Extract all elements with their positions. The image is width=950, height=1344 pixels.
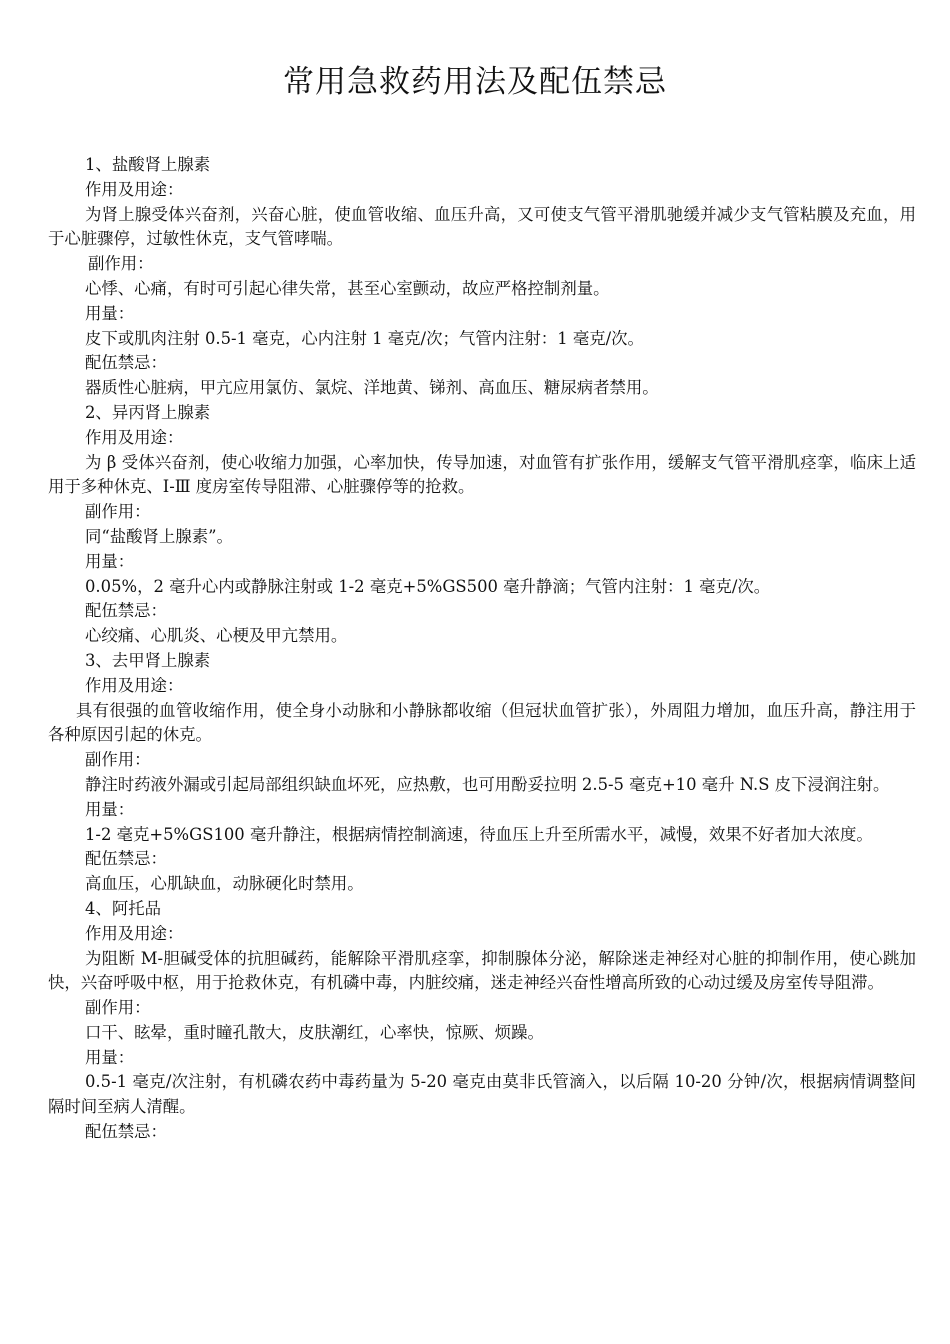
- section-heading: 3、去甲肾上腺素: [85, 650, 211, 670]
- field-label: 用量：: [85, 799, 135, 819]
- field-label: 用量：: [85, 1047, 135, 1067]
- paragraph: 具有很强的血管收缩作用，使全身小动脉和小静脉都收缩（但冠状血管扩张），外周阻力增加，血压升高，静注用于各种原因引起的休克。: [48, 700, 916, 745]
- field-label: 副作用：: [85, 502, 151, 522]
- paragraph: 心悸、心痛，有时可引起心律失常，甚至心室颤动，故应严格控制剂量。: [85, 278, 610, 298]
- paragraph: 同“盐酸肾上腺素”。: [85, 526, 233, 546]
- page-title: 常用急救药用法及配伍禁忌: [283, 64, 667, 100]
- section-heading: 2、异丙肾上腺素: [85, 402, 211, 422]
- paragraph: 为阻断 M-胆碱受体的抗胆碱药，能解除平滑肌痉挛，抑制腺体分泌，解除迷走神经对心脏的抑制作用，使心跳加快，兴奋呼吸中枢，用于抢救休克，有机磷中毒，内脏绞痛，迷走神经兴奋性增高所致的心动过缓及房室传导阻滞。: [48, 948, 916, 993]
- section-heading: 4、阿托品: [85, 898, 161, 918]
- paragraph: 器质性心脏病，甲亢应用氯仿、氯烷、洋地黄、锑剂、高血压、糖尿病者禁用。: [85, 378, 659, 398]
- paragraph: 为肾上腺受体兴奋剂，兴奋心脏，使血管收缩、血压升高，又可使支气管平滑肌驰缓并减少支气管粘膜及充血，用于心脏骤停，过敏性休克，支气管哮喘。: [48, 204, 916, 249]
- field-label: 作用及用途：: [85, 179, 184, 199]
- field-label: 配伍禁忌：: [85, 849, 167, 869]
- paragraph: 0.05%，2 毫升心内或静脉注射或 1-2 毫克+5%GS500 毫升静滴；气管内注射：1 毫克/次。: [85, 576, 771, 596]
- field-label: 作用及用途：: [85, 675, 184, 695]
- paragraph: 1-2 毫克+5%GS100 毫升静注，根据病情控制滴速，待血压上升至所需水平，减慢，效果不好者加大浓度。: [85, 824, 873, 844]
- paragraph: 心绞痛、心肌炎、心梗及甲亢禁用。: [85, 626, 348, 646]
- field-label: 配伍禁忌：: [85, 353, 167, 373]
- field-label: 配伍禁忌：: [85, 601, 167, 621]
- field-label: 用量：: [85, 551, 135, 571]
- paragraph: 口干、眩晕，重时瞳孔散大，皮肤潮红，心率快，惊厥、烦躁。: [85, 1022, 544, 1042]
- field-label: 作用及用途：: [85, 923, 184, 943]
- document-body: [48, 153, 916, 1145]
- paragraph: 0.5-1 毫克/次注射，有机磷农药中毒药量为 5-20 毫克由莫非氏管滴入，以后隔 10-20 分钟/次，根据病情调整间隔时间至病人清醒。: [48, 1072, 916, 1117]
- paragraph: 高血压，心肌缺血，动脉硬化时禁用。: [85, 874, 364, 894]
- field-label: 配伍禁忌：: [85, 1122, 167, 1142]
- paragraph: 静注时药液外漏或引起局部组织缺血坏死，应热敷，也可用酚妥拉明 2.5-5 毫克+10 毫升 N.S 皮下浸润注射。: [85, 774, 890, 794]
- section-heading: 1、盐酸肾上腺素: [85, 155, 211, 174]
- field-label: 副作用：: [85, 998, 151, 1018]
- field-label: 副作用：: [88, 254, 154, 274]
- paragraph: 为 β 受体兴奋剂，使心收缩力加强，心率加快，传导加速，对血管有扩张作用，缓解支气管平滑肌痉挛，临床上适用于多种休克、Ⅰ-Ⅲ 度房室传导阻滞、心脏骤停等的抢救。: [48, 452, 916, 497]
- paragraph: 皮下或肌肉注射 0.5-1 毫克，心内注射 1 毫克/次；气管内注射：1 毫克/次。: [85, 328, 644, 348]
- field-label: 用量：: [85, 303, 135, 323]
- field-label: 作用及用途：: [85, 427, 184, 447]
- field-label: 副作用：: [85, 750, 151, 770]
